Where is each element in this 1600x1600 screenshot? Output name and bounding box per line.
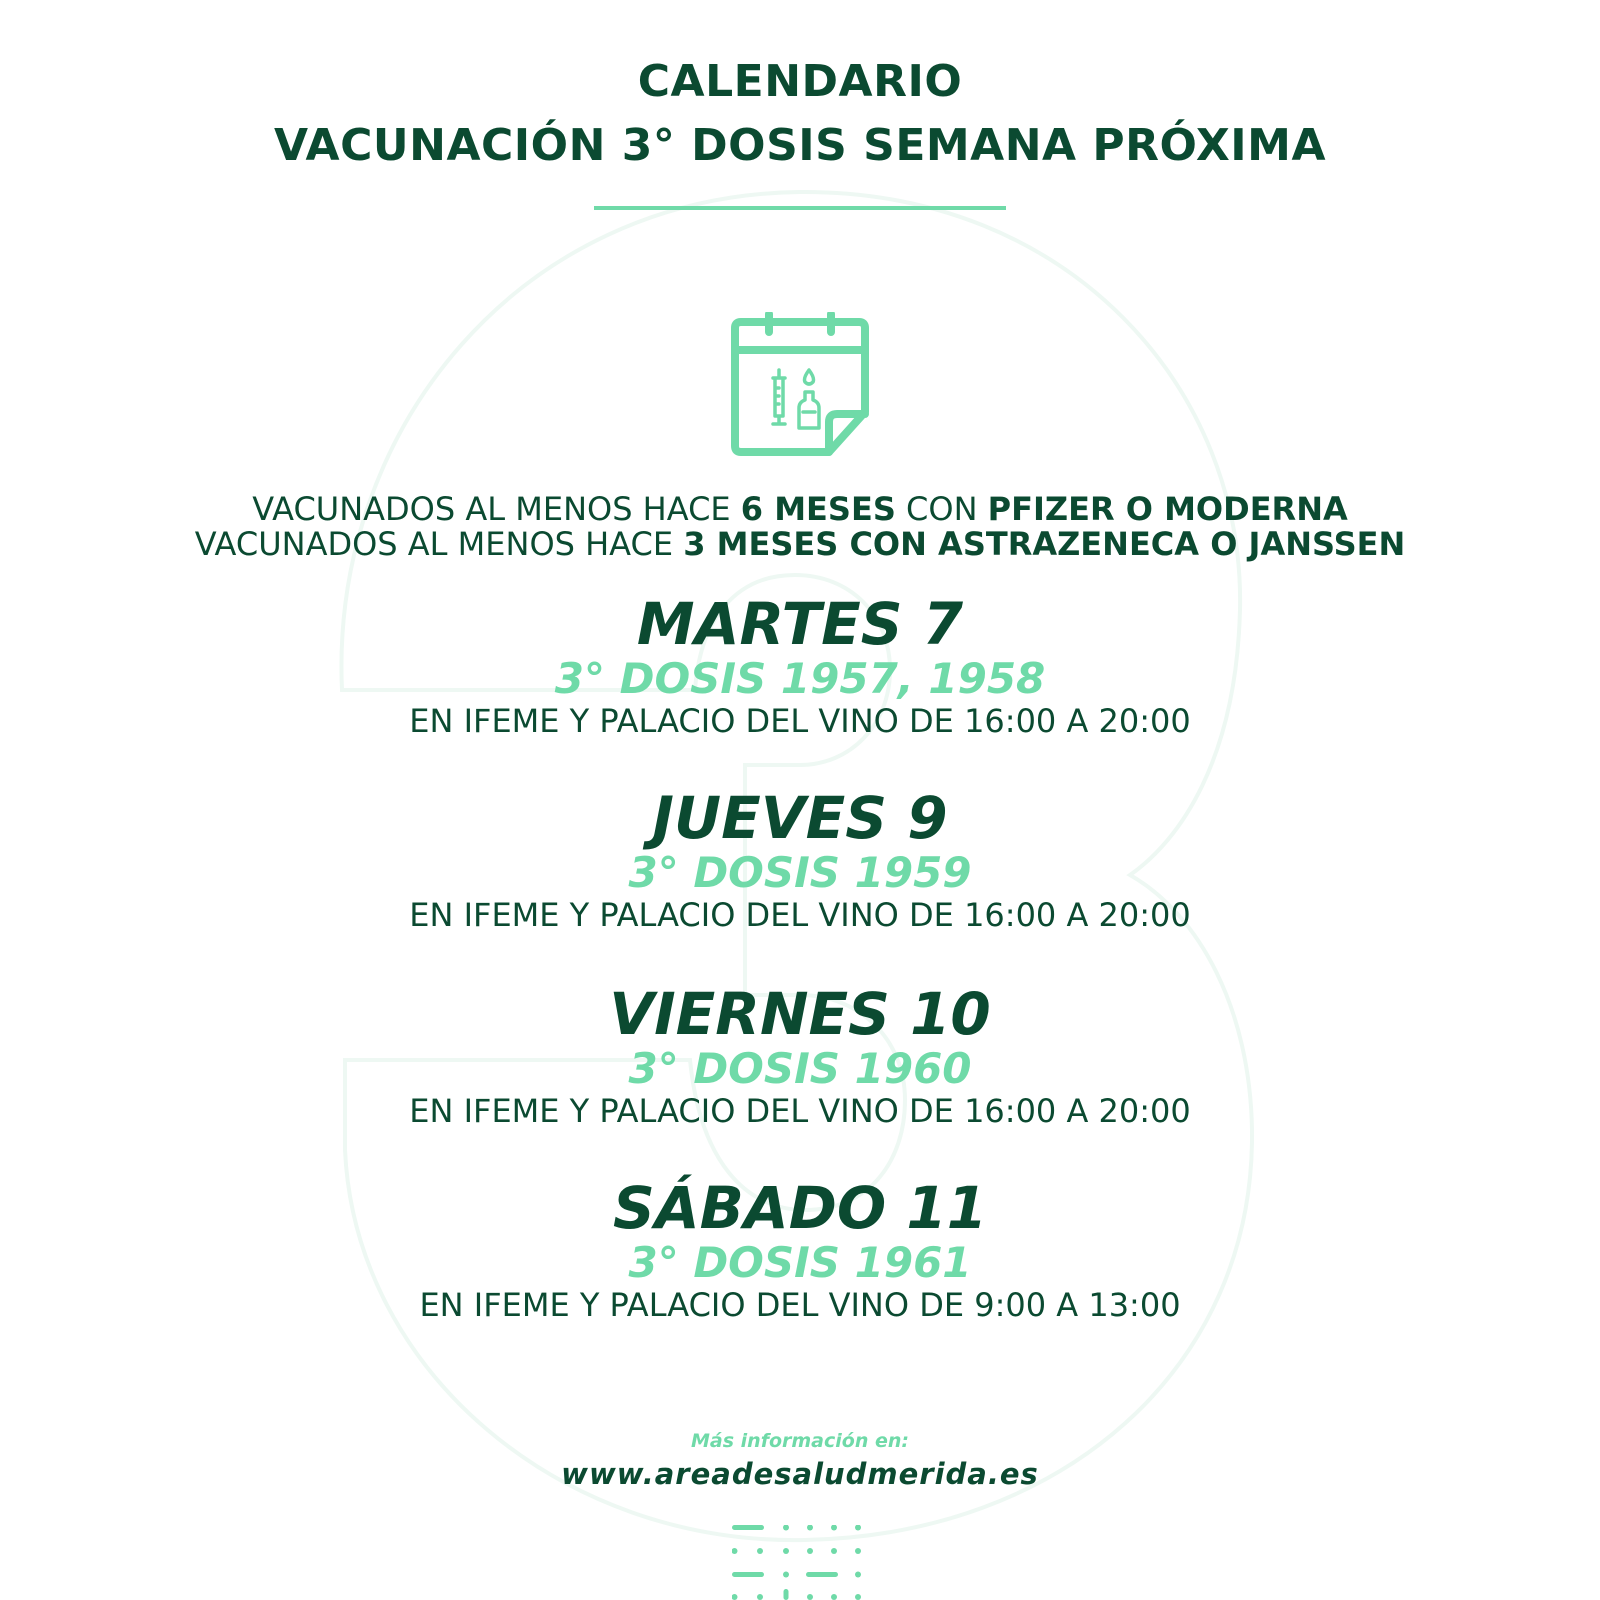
eligibility-text: VACUNADOS AL MENOS HACE (252, 490, 741, 528)
title-underline (594, 206, 1006, 210)
location-time: EN IFEME Y PALACIO DEL VINO DE 16:00 A 20:00 (409, 702, 1191, 740)
page-title-line1: CALENDARIO (637, 56, 963, 107)
eligibility-text: VACUNADOS AL MENOS HACE (194, 525, 684, 563)
location-time: EN IFEME Y PALACIO DEL VINO DE 16:00 A 20:00 (409, 1092, 1191, 1130)
dots-logo-icon (732, 1525, 872, 1600)
dose-cohort: 3° DOSIS 1959 (628, 848, 972, 897)
day-heading: MARTES 7 (636, 590, 964, 658)
day-heading: SÁBADO 11 (612, 1174, 988, 1242)
page-title-line2: VACUNACIÓN 3° DOSIS SEMANA PRÓXIMA (273, 120, 1327, 171)
location-time: EN IFEME Y PALACIO DEL VINO DE 9:00 A 13:00 (419, 1286, 1181, 1324)
eligibility-brands: 3 MESES CON ASTRAZENECA O JANSSEN (683, 525, 1406, 563)
day-heading: JUEVES 9 (652, 784, 948, 852)
dose-cohort: 3° DOSIS 1961 (628, 1238, 972, 1287)
eligibility-months: 6 MESES (740, 490, 896, 528)
more-info-label: Más información en: (691, 1430, 909, 1452)
location-time: EN IFEME Y PALACIO DEL VINO DE 16:00 A 20:00 (409, 896, 1191, 934)
eligibility-brands: PFIZER O MODERNA (987, 490, 1348, 528)
eligibility-text: CON (895, 490, 988, 528)
calendar-vaccine-icon (727, 312, 873, 462)
day-heading: VIERNES 10 (609, 980, 991, 1048)
dose-cohort: 3° DOSIS 1957, 1958 (554, 654, 1046, 703)
eligibility-line-2 (0, 525, 1600, 563)
eligibility-line-1 (0, 490, 1600, 528)
website-link[interactable]: www.areadesaludmerida.es (561, 1457, 1039, 1491)
dose-cohort: 3° DOSIS 1960 (628, 1044, 972, 1093)
